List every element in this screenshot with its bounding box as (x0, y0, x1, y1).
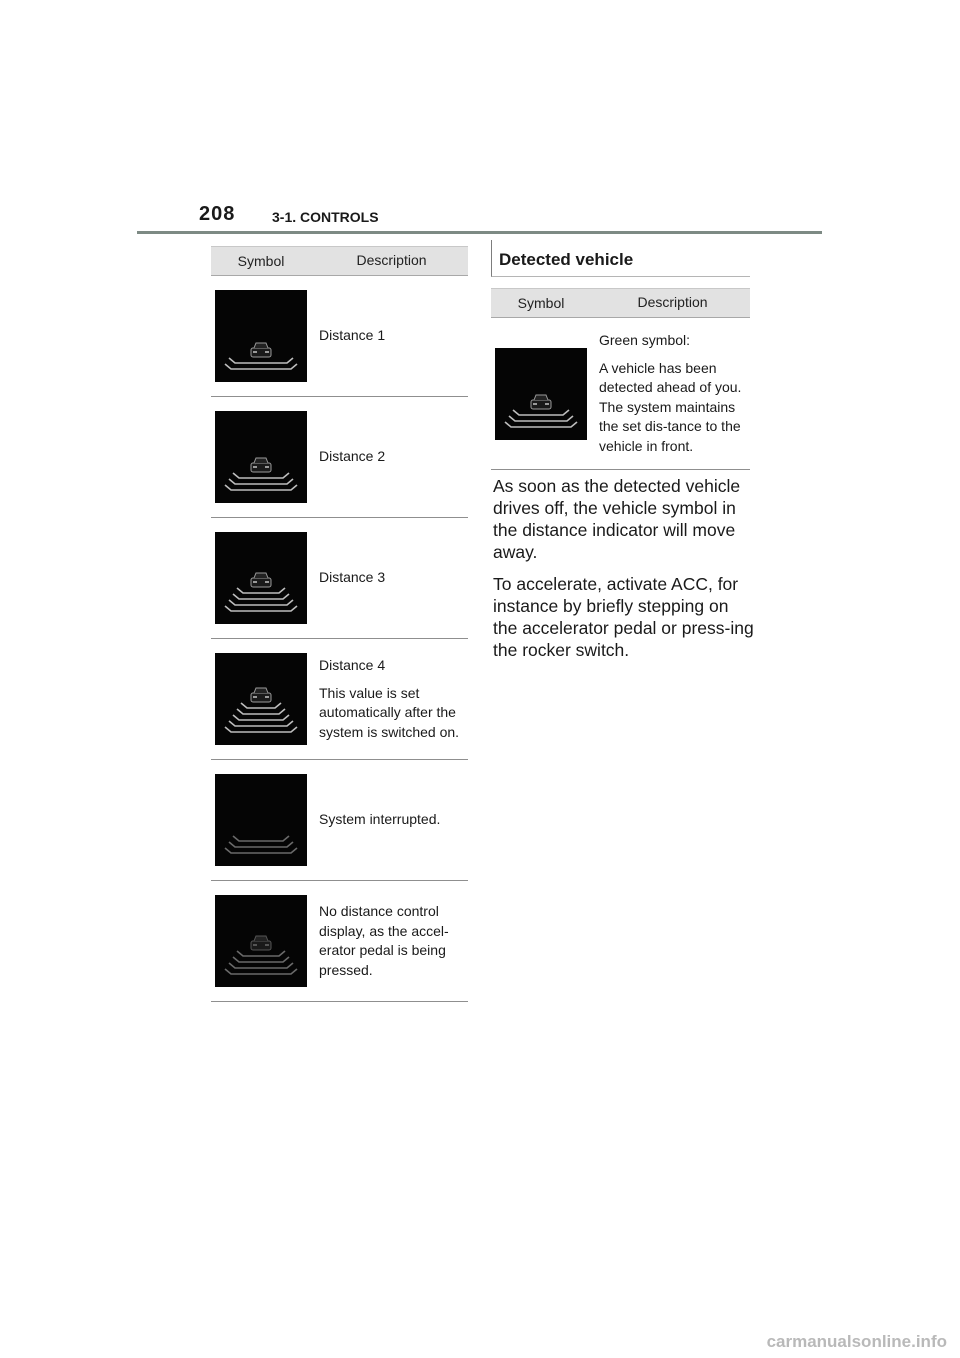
description-text: This value is set automatically after the system is switched on. (319, 684, 460, 740)
description-text: Distance 2 (319, 448, 386, 465)
paragraph: To accelerate, activate ACC, for instance by briefly stepping on the accelerator pedal or press-ing the rocker switch. (493, 574, 754, 660)
description-text: Green symbol: (599, 332, 691, 348)
table-row (211, 276, 468, 397)
description-cell (311, 656, 468, 742)
distance-symbol-table (211, 246, 468, 1002)
section-title: 3-1. CONTROLS (272, 209, 379, 225)
description-text: A vehicle has been detected ahead of you. The system maintains the set dis-tance to the vehicle in front. (599, 359, 742, 454)
description-cell (311, 447, 468, 467)
column-header-symbol: Symbol (517, 295, 565, 311)
table-row (211, 760, 468, 881)
table-row (491, 318, 750, 470)
table-header (491, 288, 750, 318)
description-cell (311, 902, 468, 980)
distance-2-icon (215, 411, 307, 503)
description-text: Distance 4 (319, 657, 386, 673)
distance-3-icon (215, 532, 307, 624)
symbol-cell (211, 774, 311, 866)
description-cell (311, 568, 468, 588)
column-header-description: Description (356, 252, 427, 269)
symbol-cell (491, 348, 591, 440)
description-cell (311, 810, 468, 830)
table-row (211, 881, 468, 1002)
description-text: No distance control display, as the accel-erator pedal is being pressed. (319, 903, 449, 978)
watermark: carmanualsonline.info (766, 1332, 947, 1351)
distance-4-icon (215, 653, 307, 745)
description-text: Distance 3 (319, 569, 386, 586)
description-text: Distance 1 (319, 327, 386, 344)
table-header (211, 246, 468, 276)
column-header-symbol: Symbol (237, 253, 285, 269)
description-cell (591, 331, 750, 456)
distance-1-icon (215, 290, 307, 382)
detected-vehicle-section (491, 240, 750, 470)
page-number: 208 (199, 203, 236, 225)
no-distance-display-icon (215, 895, 307, 987)
symbol-cell (211, 411, 311, 503)
symbol-cell (211, 895, 311, 987)
table-row (211, 518, 468, 639)
column-header-description: Description (637, 294, 708, 311)
body-text (493, 475, 755, 671)
sub-heading: Detected vehicle (491, 240, 750, 277)
description-cell (311, 326, 468, 346)
symbol-cell (211, 653, 311, 745)
table-row (211, 639, 468, 760)
detected-vehicle-table (491, 288, 750, 470)
description-text: System interrupted. (319, 811, 441, 828)
symbol-cell (211, 532, 311, 624)
symbol-cell (211, 290, 311, 382)
header-rule (137, 231, 822, 234)
detected-vehicle-icon (495, 348, 587, 440)
table-row (211, 397, 468, 518)
system-interrupted-icon (215, 774, 307, 866)
paragraph: As soon as the detected vehicle drives off, the vehicle symbol in the distance indicator will move away. (493, 476, 741, 562)
